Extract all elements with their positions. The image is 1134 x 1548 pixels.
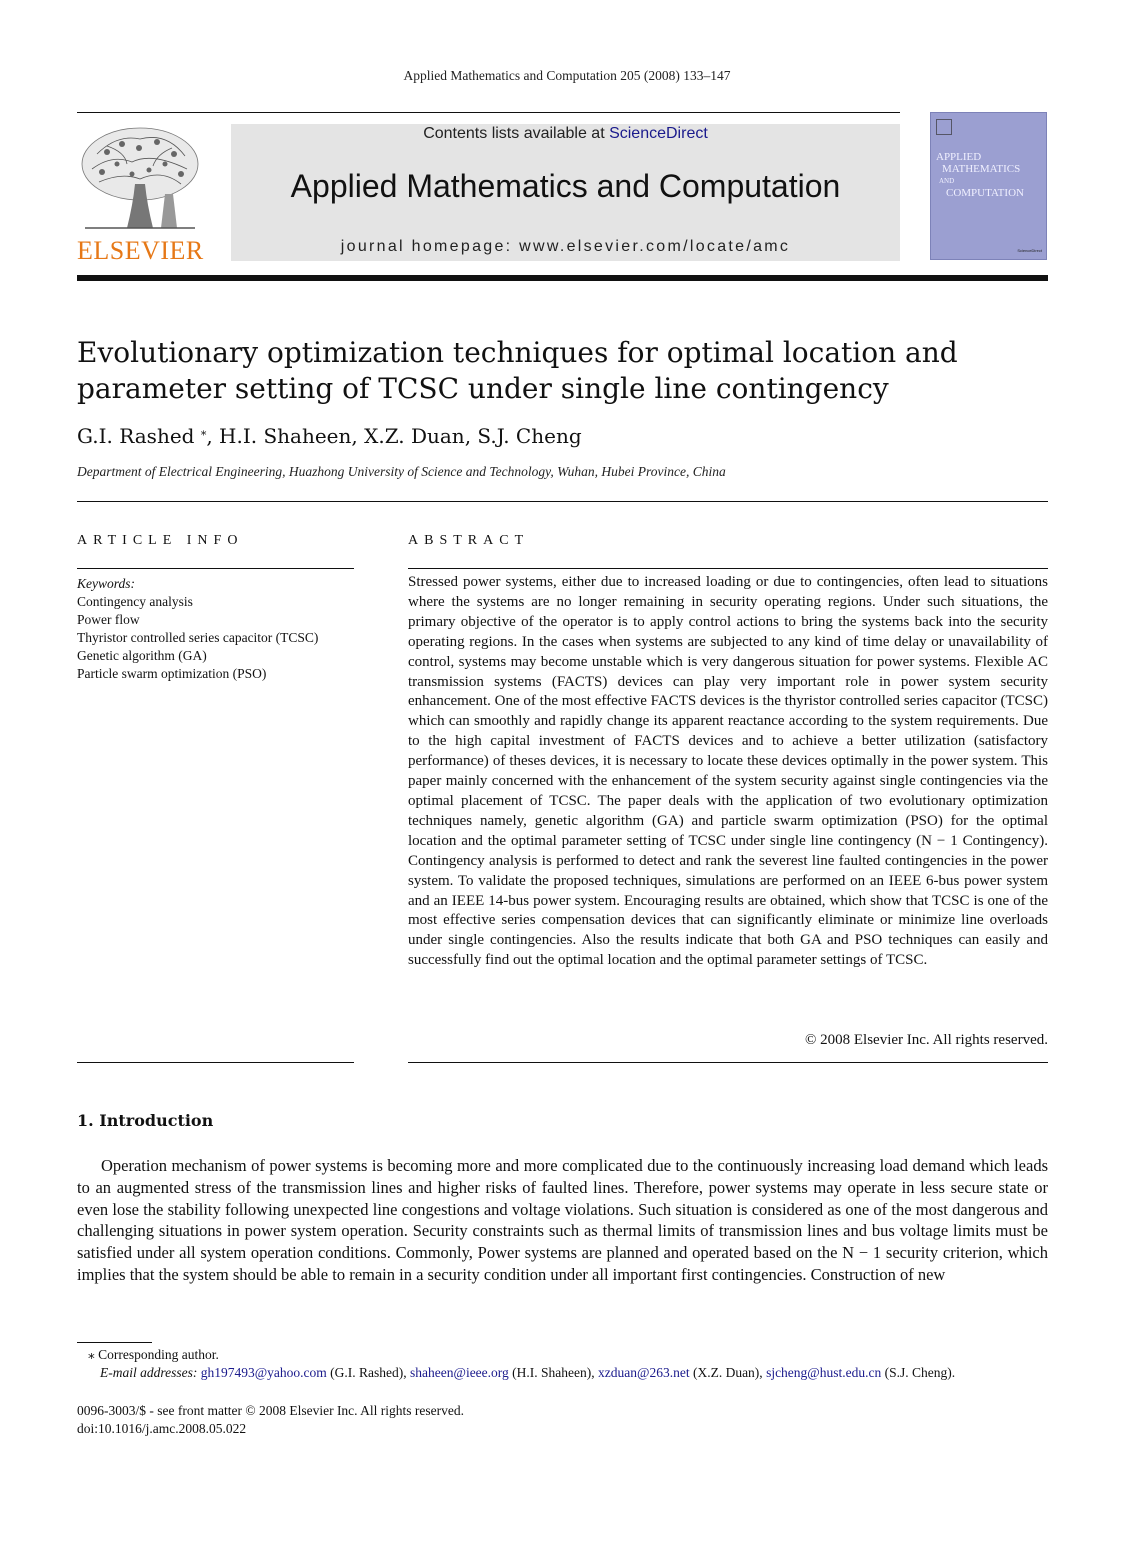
masthead-thick-rule [77, 275, 1048, 281]
cover-title [936, 151, 1024, 199]
email-link[interactable]: gh197493@yahoo.com [200, 1365, 327, 1380]
contents-prefix: Contents lists available at [423, 125, 610, 142]
cover-footer: ScienceDirect [1017, 248, 1042, 253]
issn-line: 0096-3003/$ - see front matter © 2008 Elsevier Inc. All rights reserved. [77, 1403, 465, 1418]
abstract-copyright: © 2008 Elsevier Inc. All rights reserved. [804, 1032, 1048, 1048]
abstract-top-rule [408, 568, 1048, 569]
keywords-block [77, 575, 354, 683]
cover-title-line2: MATHEMATICS [942, 163, 1021, 175]
abstract-heading: ABSTRACT [408, 533, 530, 548]
article-info-heading: ARTICLE INFO [77, 533, 244, 548]
tree-icon [77, 124, 203, 234]
cover-logo-icon [936, 119, 952, 135]
affiliation: Department of Electrical Engineering, Huazhong University of Science and Technology, Wuhan, Hubei Province, China [77, 464, 726, 479]
other-authors: , H.I. Shaheen, X.Z. Duan, S.J. Cheng [206, 424, 582, 448]
footnote-rule [77, 1342, 152, 1343]
email-owner: (S.J. Cheng). [881, 1365, 956, 1380]
author-list [77, 424, 582, 448]
email-link[interactable]: xzduan@263.net [598, 1365, 690, 1380]
elsevier-wordmark: ELSEVIER [77, 236, 204, 265]
keyword-item: Particle swarm optimization (PSO) [77, 666, 267, 681]
journal-homepage[interactable]: journal homepage: www.elsevier.com/locate/amc [340, 238, 791, 255]
article-title: Evolutionary optimization techniques for optimal location and parameter setting of TCSC under single line contingency [77, 336, 958, 405]
first-author[interactable]: G.I. Rashed [77, 424, 195, 448]
article-info-top-rule [77, 568, 354, 569]
abstract-bottom-rule [408, 1062, 1048, 1063]
affiliation-rule [77, 501, 1048, 502]
keyword-item: Thyristor controlled series capacitor (TCSC) [77, 630, 319, 645]
email-label: E-mail addresses: [100, 1365, 198, 1380]
sciencedirect-link[interactable]: ScienceDirect [609, 125, 708, 142]
journal-title: Applied Mathematics and Computation [290, 168, 841, 204]
article-info-bottom-rule [77, 1062, 354, 1063]
corresponding-author-mark[interactable]: ⁎ [200, 425, 207, 438]
email-link[interactable]: shaheen@ieee.org [410, 1365, 509, 1380]
cover-title-line4: COMPUTATION [946, 187, 1024, 199]
journal-cover[interactable] [930, 112, 1047, 260]
email-owner: (H.I. Shaheen), [508, 1365, 599, 1380]
front-matter [77, 1402, 464, 1438]
introduction-heading: 1. Introduction [77, 1111, 214, 1130]
running-head: Applied Mathematics and Computation 205 (2008) 133–147 [403, 68, 731, 83]
keyword-item: Contingency analysis [77, 594, 193, 609]
header-rule [77, 112, 900, 113]
elsevier-logo[interactable] [77, 124, 204, 265]
introduction-paragraph: Operation mechanism of power systems is becoming more and more complicated due to the continuously increasing load demand which leads to an augmented stress of the transmission lines and higher risks of faulted lines. Therefore, power systems may operate in less secure state or even lose the stability following unexpected line congestions and voltage violations. Such situation is considered as one of the most dangerous and challenging situations in power system operation. Security constraints such as thermal limits of transmission lines and bus voltage limits must be satisfied under all system operation conditions. Commonly, Power systems are planned and operated based on the N − 1 security criterion, which implies that the system should be able to remain in a security condition under all important first contingencies. Construction of new [77, 1156, 1048, 1284]
cover-title-line1: APPLIED [936, 151, 982, 163]
email-owner: (X.Z. Duan), [689, 1365, 767, 1380]
cover-title-line3: AND [939, 177, 955, 185]
corresponding-author-footnote: ⁎ Corresponding author. [88, 1347, 219, 1362]
email-owner: (G.I. Rashed), [326, 1365, 411, 1380]
keywords-label: Keywords: [77, 576, 135, 591]
email-footnote [100, 1365, 955, 1381]
abstract-text: Stressed power systems, either due to increased loading or due to contingencies, often lead to situations where the systems are no longer remaining in security operating regions. Under such situations, the primary objective of the operator is to apply control actions to bring the systems back into the security operating regions. In the cases when systems are subjected to any kind of time delay or unavailability of control, systems may become unstable which is very dangerous situation for power systems. Flexible AC transmission systems (FACTS) devices can play very important role in power system security enhancement. One of the most effective FACTS devices is the thyristor controlled series capacitor (TCSC) which can smoothly and rapidly change its apparent reactance according to the system requirements. Due to the high capital investment of FACTS devices and to achieve a better utilization (satisfactory performance) of theses devices, it is necessary to locate these devices optimally in the power system. This paper mainly concerned with the enhancement of the system security against single contingencies via the optimal placement of TCSC. The paper deals with the application of two evolutionary optimization techniques namely, genetic algorithm (GA) and particle swarm optimization (PSO) for the optimal location and the optimal parameter setting of TCSC under single line contingency (N − 1 Contingency). Contingency analysis is performed to detect and rank the severest line faulted contingencies in the power system. To validate the proposed techniques, simulations are performed on an IEEE 6-bus power system and an IEEE 14-bus power system. Encouraging results are obtained, which show that TCSC is one of the most effective series compensation devices that can significantly eliminate or minimize line overloads under single contingencies. Also the results indicate that both GA and PSO techniques can easily and successfully find out the optimal location and the optimal parameter settings of TCSC. [408, 574, 1048, 969]
contents-line [231, 124, 900, 144]
journal-banner [231, 124, 900, 261]
keyword-item: Power flow [77, 612, 140, 627]
keyword-item: Genetic algorithm (GA) [77, 648, 207, 663]
doi-line[interactable]: doi:10.1016/j.amc.2008.05.022 [77, 1421, 247, 1436]
email-link[interactable]: sjcheng@hust.edu.cn [766, 1365, 882, 1380]
